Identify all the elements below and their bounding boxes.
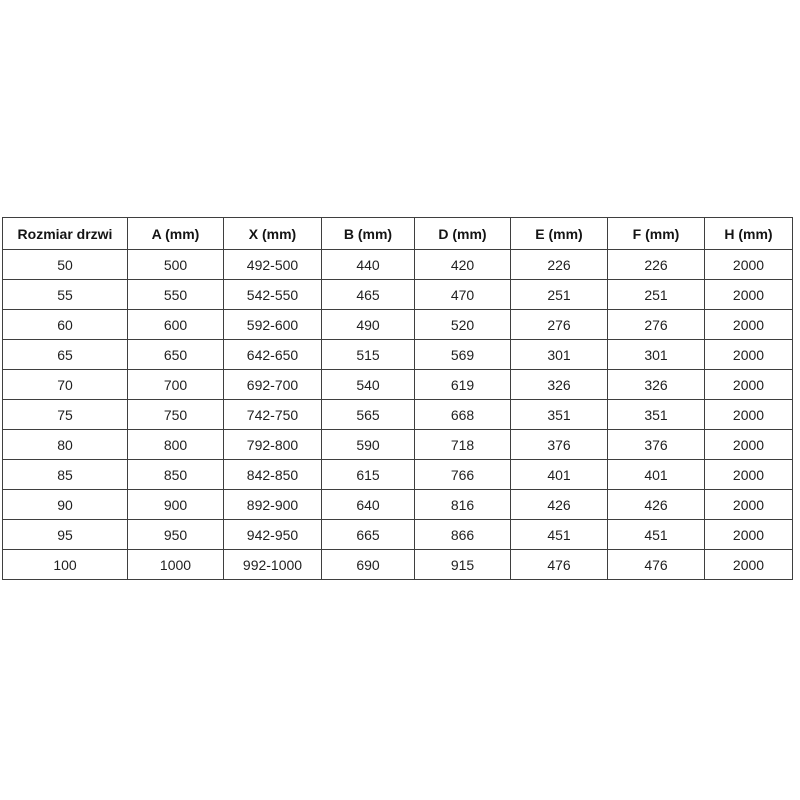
table-cell: 70 <box>3 370 128 400</box>
table-cell: 592-600 <box>224 310 322 340</box>
table-cell: 251 <box>511 280 608 310</box>
table-cell: 665 <box>322 520 415 550</box>
table-cell: 90 <box>3 490 128 520</box>
table-cell: 640 <box>322 490 415 520</box>
table-cell: 351 <box>608 400 705 430</box>
table-cell: 326 <box>511 370 608 400</box>
table-cell: 2000 <box>705 340 793 370</box>
table-cell: 440 <box>322 250 415 280</box>
table-cell: 2000 <box>705 460 793 490</box>
header-cell: Rozmiar drzwi <box>3 218 128 250</box>
header-cell: A (mm) <box>128 218 224 250</box>
header-cell: F (mm) <box>608 218 705 250</box>
table-cell: 276 <box>511 310 608 340</box>
table-cell: 75 <box>3 400 128 430</box>
table-cell: 376 <box>511 430 608 460</box>
table-cell: 500 <box>128 250 224 280</box>
table-cell: 80 <box>3 430 128 460</box>
header-cell: X (mm) <box>224 218 322 250</box>
table-cell: 351 <box>511 400 608 430</box>
table-cell: 50 <box>3 250 128 280</box>
table-cell: 2000 <box>705 490 793 520</box>
table-cell: 800 <box>128 430 224 460</box>
table-cell: 742-750 <box>224 400 322 430</box>
table-row <box>3 460 793 490</box>
table-cell: 700 <box>128 370 224 400</box>
table-cell: 1000 <box>128 550 224 580</box>
table-cell: 60 <box>3 310 128 340</box>
table-body <box>3 250 793 580</box>
table-cell: 470 <box>415 280 511 310</box>
table-cell: 301 <box>511 340 608 370</box>
table-row <box>3 490 793 520</box>
table-cell: 420 <box>415 250 511 280</box>
table-cell: 100 <box>3 550 128 580</box>
table-cell: 2000 <box>705 520 793 550</box>
table-cell: 451 <box>608 520 705 550</box>
table-cell: 750 <box>128 400 224 430</box>
header-cell: H (mm) <box>705 218 793 250</box>
header-cell: B (mm) <box>322 218 415 250</box>
table-cell: 550 <box>128 280 224 310</box>
table-cell: 376 <box>608 430 705 460</box>
table-cell: 226 <box>511 250 608 280</box>
table-row <box>3 280 793 310</box>
table-cell: 816 <box>415 490 511 520</box>
table-cell: 650 <box>128 340 224 370</box>
table-row <box>3 550 793 580</box>
header-cell: D (mm) <box>415 218 511 250</box>
table-cell: 718 <box>415 430 511 460</box>
table-cell: 590 <box>322 430 415 460</box>
table-row <box>3 310 793 340</box>
table-cell: 692-700 <box>224 370 322 400</box>
table-cell: 950 <box>128 520 224 550</box>
table-cell: 476 <box>608 550 705 580</box>
table-cell: 2000 <box>705 310 793 340</box>
table-cell: 2000 <box>705 280 793 310</box>
table-cell: 892-900 <box>224 490 322 520</box>
table-row <box>3 400 793 430</box>
table-cell: 2000 <box>705 430 793 460</box>
table-cell: 992-1000 <box>224 550 322 580</box>
table-cell: 226 <box>608 250 705 280</box>
table-cell: 540 <box>322 370 415 400</box>
header-row <box>3 218 793 250</box>
door-size-table <box>2 217 793 580</box>
table-row <box>3 520 793 550</box>
table-cell: 301 <box>608 340 705 370</box>
table-cell: 2000 <box>705 550 793 580</box>
table-row <box>3 340 793 370</box>
table-cell: 900 <box>128 490 224 520</box>
table-cell: 401 <box>511 460 608 490</box>
table-cell: 915 <box>415 550 511 580</box>
table-row <box>3 250 793 280</box>
table-cell: 465 <box>322 280 415 310</box>
table-cell: 476 <box>511 550 608 580</box>
table-cell: 642-650 <box>224 340 322 370</box>
table-cell: 565 <box>322 400 415 430</box>
table-row <box>3 430 793 460</box>
table-cell: 65 <box>3 340 128 370</box>
table-cell: 251 <box>608 280 705 310</box>
table-cell: 2000 <box>705 400 793 430</box>
table-header <box>3 218 793 250</box>
table-cell: 426 <box>608 490 705 520</box>
table-cell: 85 <box>3 460 128 490</box>
table-cell: 850 <box>128 460 224 490</box>
table-cell: 492-500 <box>224 250 322 280</box>
table-cell: 619 <box>415 370 511 400</box>
table-cell: 690 <box>322 550 415 580</box>
header-cell: E (mm) <box>511 218 608 250</box>
table-cell: 451 <box>511 520 608 550</box>
table-cell: 766 <box>415 460 511 490</box>
table-cell: 515 <box>322 340 415 370</box>
table-cell: 95 <box>3 520 128 550</box>
table-cell: 615 <box>322 460 415 490</box>
table-cell: 569 <box>415 340 511 370</box>
table-cell: 668 <box>415 400 511 430</box>
table-cell: 866 <box>415 520 511 550</box>
table-cell: 2000 <box>705 370 793 400</box>
table-cell: 55 <box>3 280 128 310</box>
table-cell: 401 <box>608 460 705 490</box>
table-cell: 326 <box>608 370 705 400</box>
table-cell: 426 <box>511 490 608 520</box>
table-cell: 792-800 <box>224 430 322 460</box>
table-cell: 542-550 <box>224 280 322 310</box>
table-cell: 600 <box>128 310 224 340</box>
table-row <box>3 370 793 400</box>
table-cell: 2000 <box>705 250 793 280</box>
table-cell: 520 <box>415 310 511 340</box>
table-cell: 490 <box>322 310 415 340</box>
table-cell: 842-850 <box>224 460 322 490</box>
table-cell: 942-950 <box>224 520 322 550</box>
table-cell: 276 <box>608 310 705 340</box>
